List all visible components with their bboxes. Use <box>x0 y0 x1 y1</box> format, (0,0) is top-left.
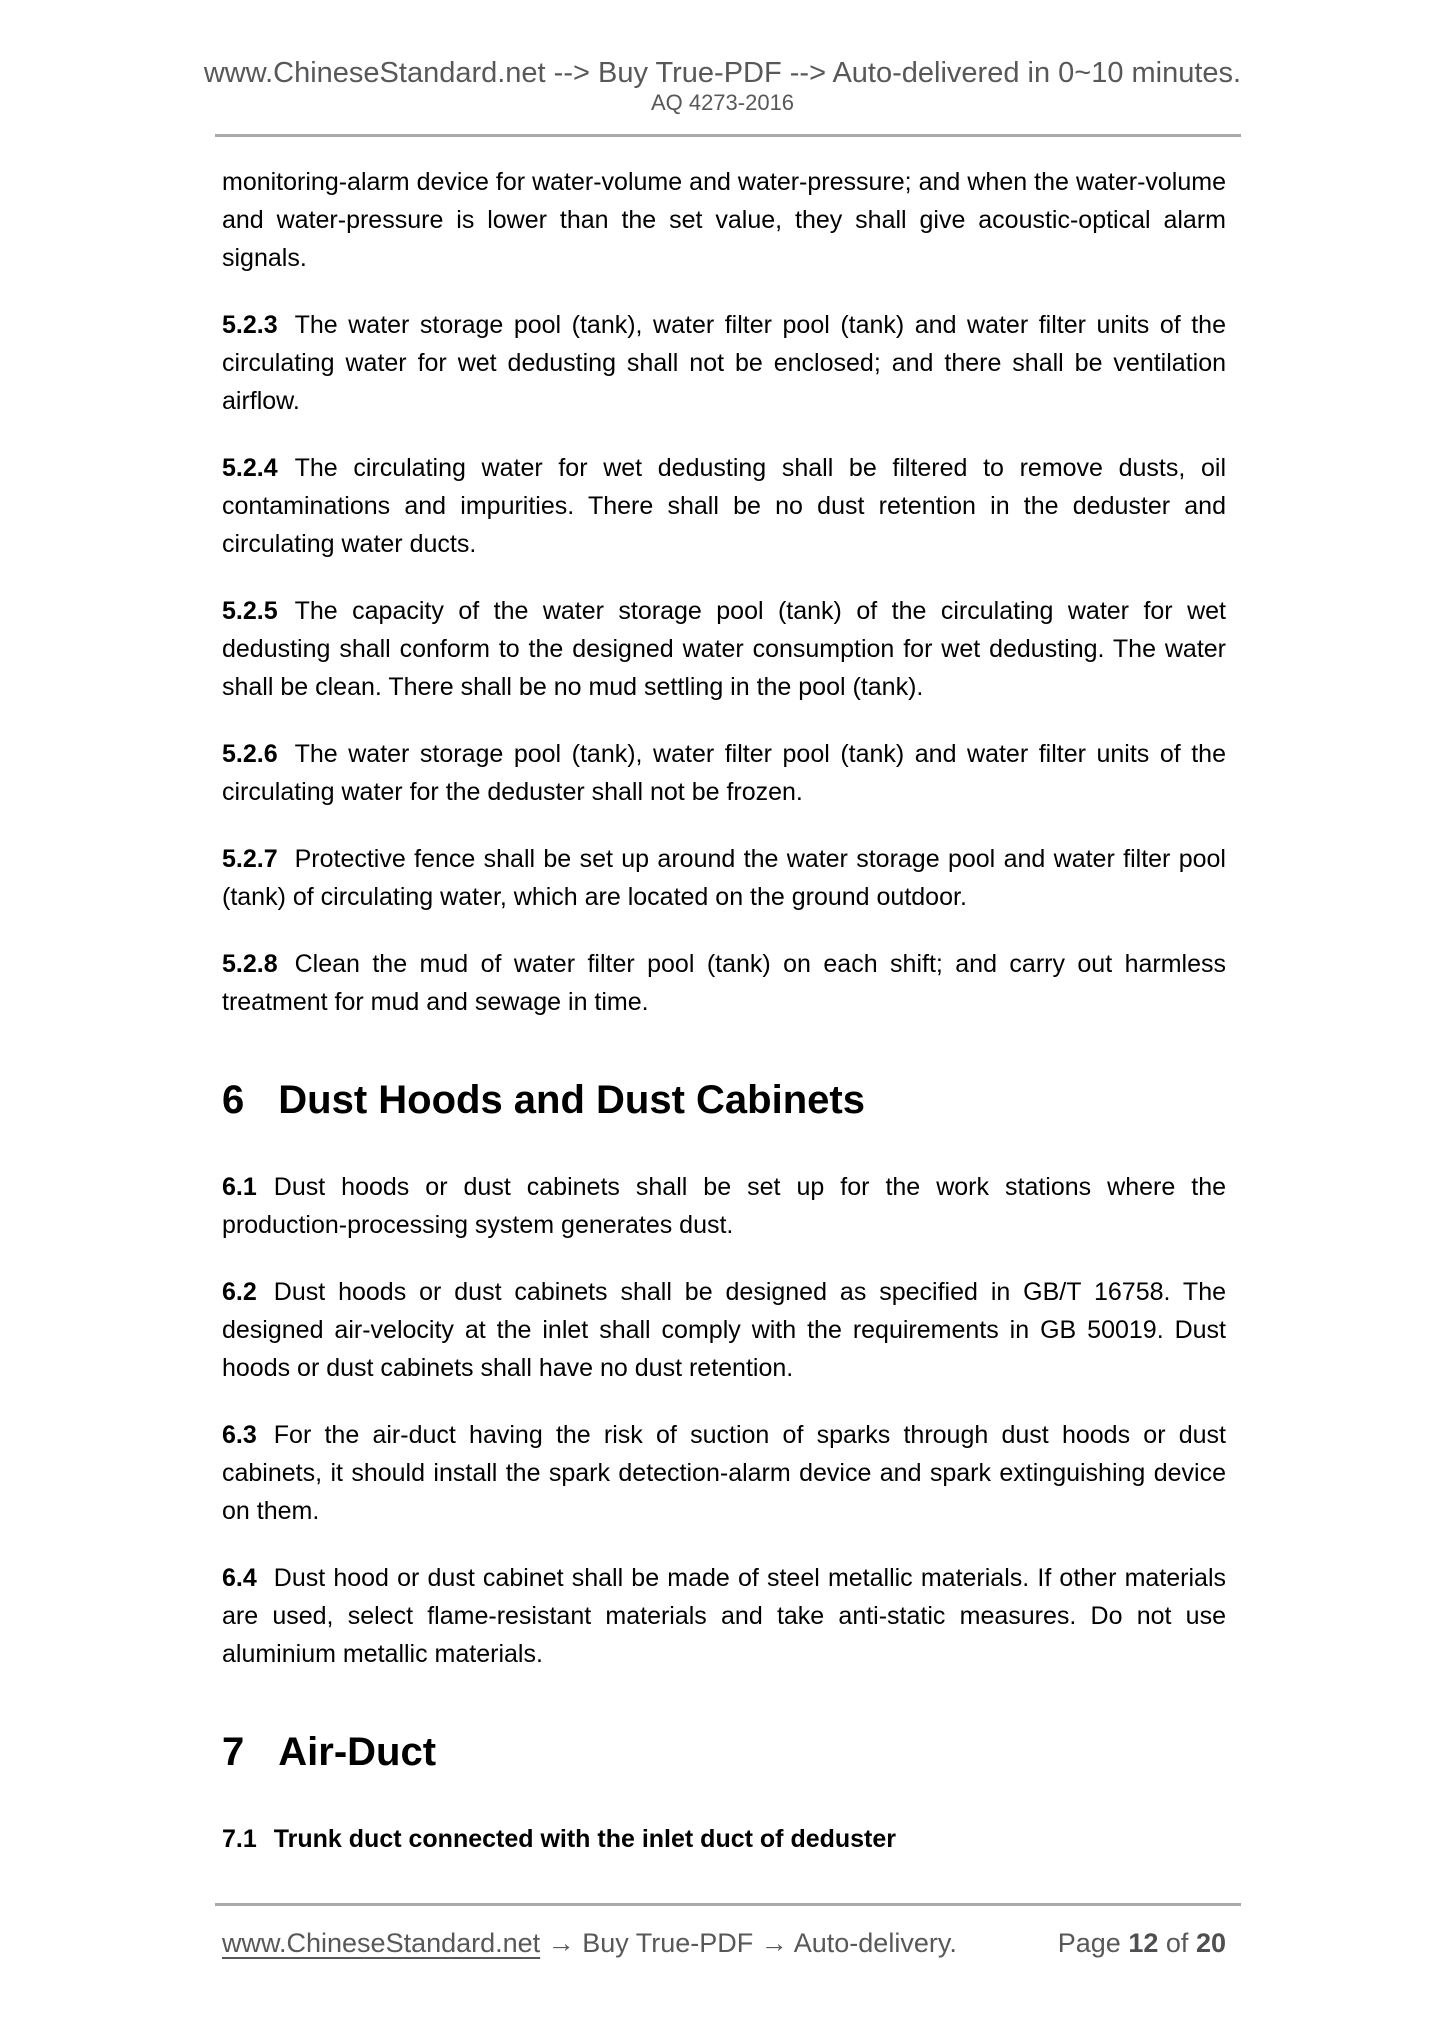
paragraph-6.3 <box>222 1416 1226 1530</box>
section-number: 5.2.3 <box>222 311 278 339</box>
page-word: Page <box>1057 1928 1121 1958</box>
paragraph-5.2.3 <box>222 306 1226 420</box>
section-heading-7 <box>222 1728 1226 1776</box>
paragraph-text: The water storage pool (tank), water filter pool (tank) and water filter units of the circulating water for wet dedusting shall not be enclosed; and there shall be ventilation airflow. <box>222 311 1226 415</box>
paragraph-6.2 <box>222 1273 1226 1387</box>
section-number: 6 <box>222 1078 245 1122</box>
section-number: 5.2.7 <box>222 845 278 873</box>
paragraph-5.2.5 <box>222 592 1226 706</box>
paragraph-6.1 <box>222 1168 1226 1244</box>
section-number: 5.2.8 <box>222 950 278 978</box>
document-body <box>222 163 1226 1858</box>
section-number: 7 <box>222 1730 245 1774</box>
paragraph-text: The capacity of the water storage pool (tank) of the circulating water for wet dedusting shall conform to the designed water consumption for wet dedusting. The water shall be clean. There shall be no mud settling in the pool (tank). <box>222 597 1226 701</box>
section-number: 6.3 <box>222 1421 257 1449</box>
section-number: 5.2.4 <box>222 454 278 482</box>
header-source-line: www.ChineseStandard.net --> Buy True-PDF --> Auto-delivered in 0~10 minutes. <box>203 57 1242 89</box>
section-number: 7.1 <box>222 1825 257 1853</box>
heading-text: Air-Duct <box>278 1730 437 1774</box>
paragraph-6.4 <box>222 1559 1226 1673</box>
section-number: 6.4 <box>222 1564 257 1592</box>
paragraph-text: Clean the mud of water filter pool (tank) on each shift; and carry out harmless treatment for mud and sewage in time. <box>222 950 1226 1016</box>
footer-divider <box>215 1903 1241 1906</box>
paragraph-text: Protective fence shall be set up around the water storage pool and water filter pool (tank) of circulating water, which are located on the ground outdoor. <box>222 845 1226 911</box>
section-heading-7.1 <box>222 1820 1226 1858</box>
section-number: 5.2.5 <box>222 597 278 625</box>
paragraph-continued <box>222 163 1226 277</box>
paragraph-text: Dust hoods or dust cabinets shall be set up for the work stations where the production-processing system generates dust. <box>222 1173 1226 1239</box>
header-standard-code: AQ 4273-2016 <box>650 90 795 115</box>
paragraph-text: Dust hoods or dust cabinets shall be designed as specified in GB/T 16758. The designed air-velocity at the inlet shall comply with the requirements in GB 50019. Dust hoods or dust cabinets shall have no dust retention. <box>222 1278 1226 1382</box>
footer <box>222 1926 1226 1960</box>
paragraph-5.2.6 <box>222 735 1226 811</box>
heading-text: Dust Hoods and Dust Cabinets <box>278 1078 865 1122</box>
page-of-word: of <box>1165 1928 1189 1958</box>
footer-tagline: → Buy True-PDF → Auto-delivery. <box>547 1928 957 1958</box>
paragraph-5.2.8 <box>222 945 1226 1021</box>
section-number: 6.1 <box>222 1173 257 1201</box>
page-indicator <box>1058 1926 1226 1960</box>
header-divider <box>215 134 1241 137</box>
paragraph-text: Dust hood or dust cabinet shall be made of steel metallic materials. If other materials are used, select flame-resistant materials and take anti-static measures. Do not use aluminium metallic materials. <box>222 1564 1226 1668</box>
paragraph-text: The circulating water for wet dedusting shall be filtered to remove dusts, oil contaminations and impurities. There shall be no dust retention in the deduster and circulating water ducts. <box>222 454 1226 558</box>
paragraph-text: monitoring-alarm device for water-volume and water-pressure; and when the water-volume and water-pressure is lower than the set value, they shall give acoustic-optical alarm signals. <box>222 168 1226 272</box>
heading-text: Trunk duct connected with the inlet duct of deduster <box>273 1825 897 1853</box>
paragraph-text: For the air-duct having the risk of suction of sparks through dust hoods or dust cabinets, it should install the spark detection-alarm device and spark extinguishing device on them. <box>222 1421 1226 1525</box>
paragraph-5.2.4 <box>222 449 1226 563</box>
footer-tagline-group <box>222 1926 957 1960</box>
page-current: 12 <box>1128 1928 1159 1958</box>
section-number: 6.2 <box>222 1278 257 1306</box>
section-number: 5.2.6 <box>222 740 278 768</box>
page-total: 20 <box>1195 1928 1226 1958</box>
paragraph-5.2.7 <box>222 840 1226 916</box>
section-heading-6 <box>222 1076 1226 1124</box>
footer-site-link[interactable]: www.ChineseStandard.net <box>222 1928 541 1958</box>
paragraph-text: The water storage pool (tank), water filter pool (tank) and water filter units of the circulating water for the deduster shall not be frozen. <box>222 740 1226 806</box>
